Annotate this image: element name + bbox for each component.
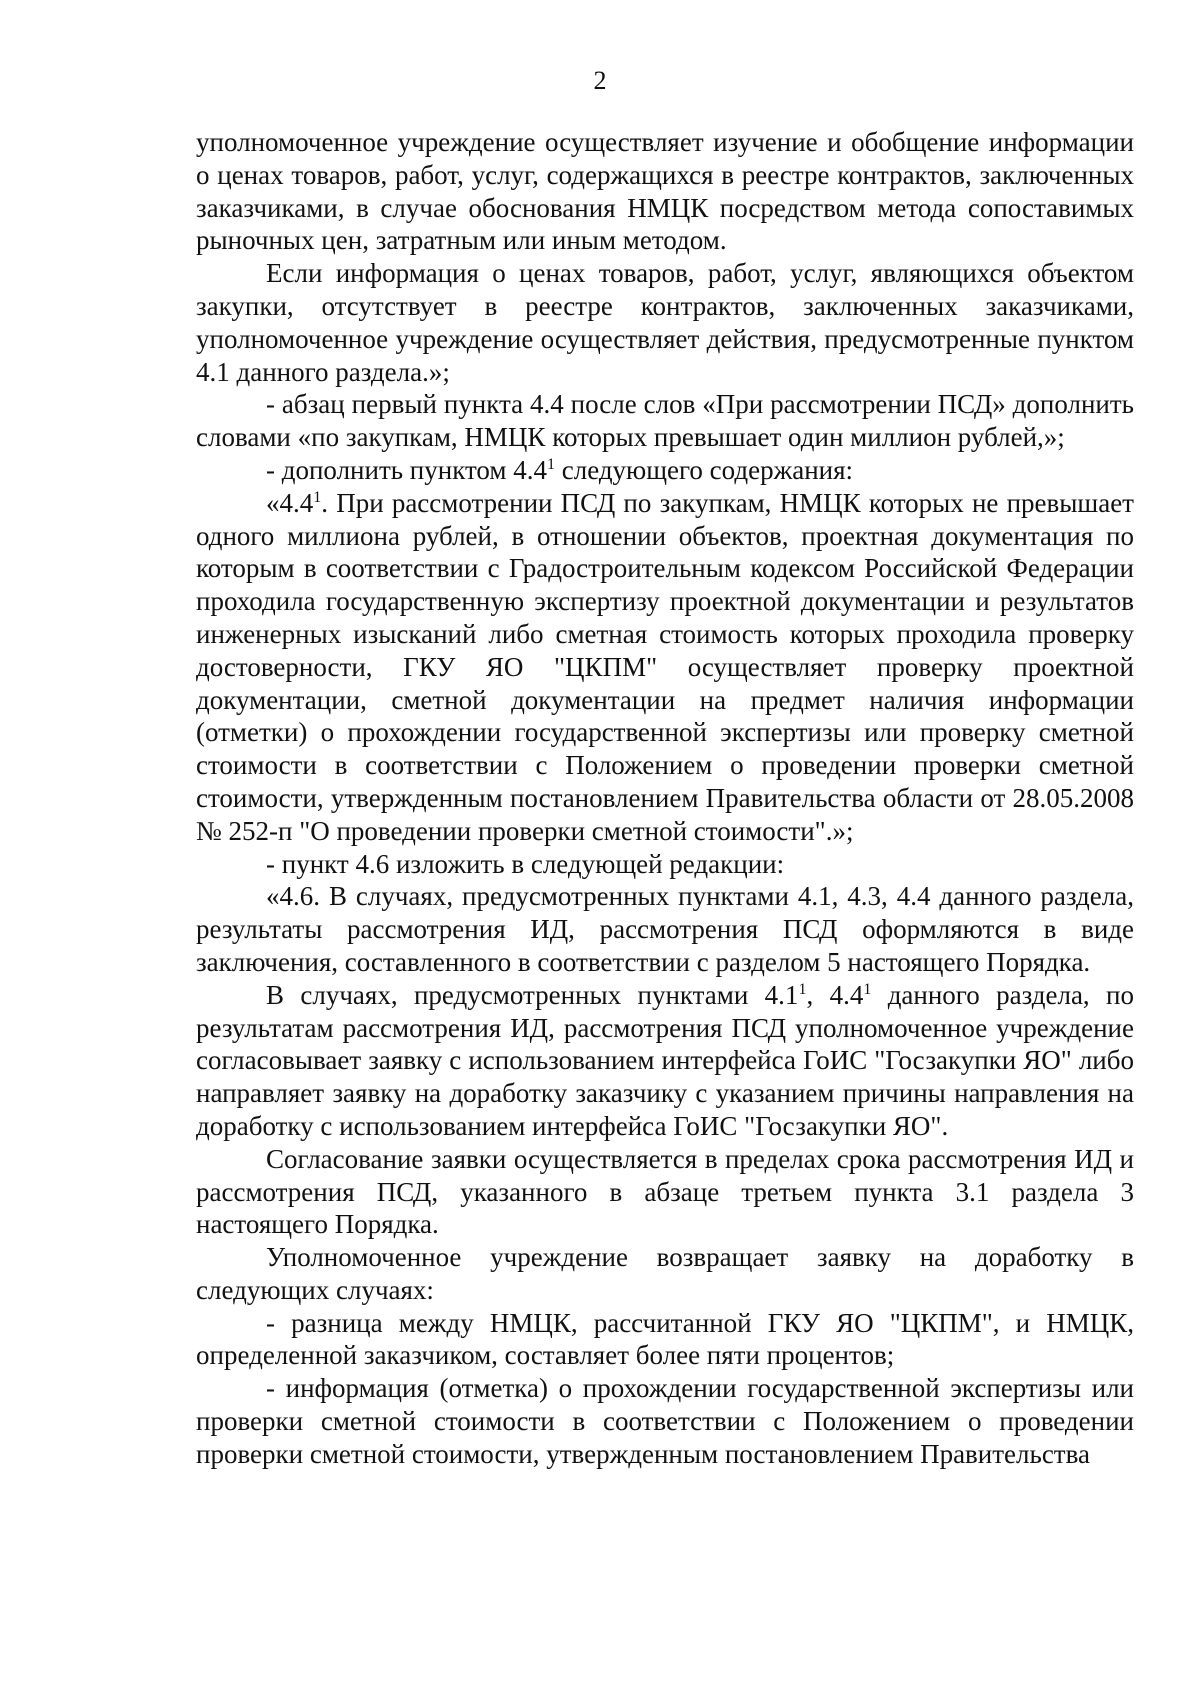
paragraph-text: Уполномоченное учреждение возвращает заявку на доработку в следующих случаях: — [196, 1242, 1134, 1305]
paragraph-text: - абзац первый пункта 4.4 после слов «При рассмотрении ПСД» дополнить словами «по закупкам, НМЦК которых превышает один миллион рублей,»; — [196, 389, 1134, 453]
paragraph-text: , 4.4 — [806, 979, 864, 1010]
paragraph — [196, 1143, 1134, 1241]
paragraph-text: В случаях, предусмотренных пунктами 4.1 — [266, 979, 799, 1010]
paragraph-text: следующего содержания: — [554, 454, 854, 485]
paragraph — [196, 1307, 1134, 1373]
paragraph — [196, 454, 1134, 487]
paragraph — [196, 848, 1134, 881]
superscript: 1 — [798, 980, 807, 998]
paragraph-text: Согласование заявки осуществляется в пределах срока рассмотрения ИД и рассмотрения ПСД, указанного в абзаце третьем пункта 3.1 раздела 3 настоящего Порядка. — [196, 1143, 1134, 1240]
superscript: 1 — [313, 488, 322, 506]
page-number: 2 — [593, 66, 607, 95]
paragraph-text: - разница между НМЦК, рассчитанной ГКУ ЯО "ЦКПМ", и НМЦК, определенной заказчиком, составляет более пяти процентов; — [196, 1307, 1134, 1371]
paragraph — [196, 487, 1134, 848]
paragraph — [196, 1241, 1134, 1307]
superscript: 1 — [546, 455, 555, 473]
paragraph-text: уполномоченное учреждение осуществляет изучение и обобщение информации о ценах товаров, работ, услуг, содержащихся в реестре контрактов, заключенных заказчиками, в случае обоснования НМЦК посредством метода сопоставимых рыночных цен, затратным или иным методом. — [196, 127, 1134, 256]
paragraph — [196, 979, 1134, 1143]
paragraph — [196, 1372, 1134, 1470]
paragraph-text: - дополнить пунктом 4.4 — [266, 454, 547, 485]
paragraph-text: «4.6. В случаях, предусмотренных пунктами 4.1, 4.3, 4.4 данного раздела, результаты рассмотрения ИД, рассмотрения ПСД оформляются в виде заключения, составленного в соответствии с разделом 5 настоящего Порядка. — [196, 881, 1134, 977]
paragraph-text: данного раздела, по результатам рассмотрения ИД, рассмотрения ПСД уполномоченное учреждение согласовывает заявку с использованием интерфейса ГоИС "Госзакупки ЯО" либо направляет заявку на доработку заказчику с указанием причины направления на доработку с использованием интерфейса ГоИС "Госзакупки ЯО". — [196, 979, 1134, 1141]
paragraph — [196, 880, 1134, 978]
document-body — [196, 126, 1134, 1471]
paragraph — [196, 388, 1134, 454]
superscript: 1 — [863, 980, 872, 998]
paragraph — [196, 126, 1134, 257]
paragraph-text: . При рассмотрении ПСД по закупкам, НМЦК которых не превышает одного миллиона рублей, в отношении объектов, проектная документация по которым в соответствии с Градостроительным кодексом Российской Федерации проходила государственную экспертизу проектной документации и результатов инженерных изысканий либо сметная стоимость которых проходила проверку достоверности, ГКУ ЯО "ЦКПМ" осуществляет проверку проектной документации, сметной документации на предмет наличия информации (отметки) о прохождении государственной экспертизы или проверку сметной стоимости в соответствии с Положением о проведении проверки сметной стоимости, утвержденным постановлением Правительства области от 28.05.2008 № 252-п "О проведении проверки сметной стоимости".»; — [196, 487, 1134, 846]
paragraph-text: Если информация о ценах товаров, работ, услуг, являющихся объектом закупки, отсутствует в реестре контрактов, заключенных заказчиками, уполномоченное учреждение осуществляет действия, предусмотренные пунктом 4.1 данного раздела.»; — [196, 258, 1134, 387]
paragraph-text: - пункт 4.6 изложить в следующей редакции: — [266, 848, 785, 879]
paragraph — [196, 257, 1134, 388]
paragraph-text: «4.4 — [266, 487, 314, 518]
paragraph-text: - информация (отметка) о прохождении государственной экспертизы или проверки сметной стоимости в соответствии с Положением о проведении проверки сметной стоимости, утвержденным постановлением Правительства — [196, 1373, 1134, 1469]
